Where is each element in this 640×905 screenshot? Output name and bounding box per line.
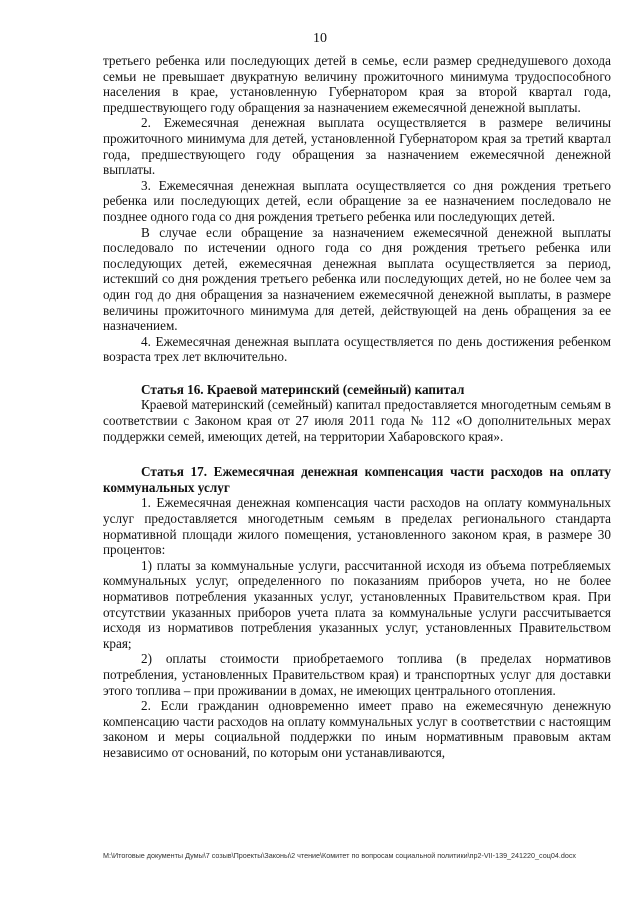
- spacer: [103, 444, 611, 464]
- paragraph: третьего ребенка или последующих детей в семье, если размер среднедушевого дохода семьи не превышает двукратную величину прожиточного минимума трудоспособного населения в крае, установленную Губернатором края за второй квартал года, предшествующего году обращения за назначением ежемесячной денежной выплаты.: [103, 53, 611, 115]
- paragraph: Краевой материнский (семейный) капитал предоставляется многодетным семьям в соответствии с Законом края от 27 июля 2011 года № 112 «О дополнительных мерах поддержки семей, имеющих детей, на территории Хабаровского края».: [103, 397, 611, 444]
- file-path-footer: M:\Итоговые документы Думы\7 созыв\Проекты\Законы\2 чтение\Комитет по вопросам социальной политики\пр2-VII-139_241220_соц04.docx: [103, 851, 577, 860]
- paragraph: В случае если обращение за назначением ежемесячной денежной выплаты последовало по истечении одного года со дня рождения третьего ребенка или последующих детей, ежемесячная денежная выплата осуществляется за период, истекший со дня рождения третьего ребенка или последующих детей, но не более чем за один год до дня обращения за назначением ежемесячной денежной выплаты, в размере величины прожиточного минимума для детей, действующей на день обращения за ее назначением.: [103, 224, 611, 334]
- paragraph: 4. Ежемесячная денежная выплата осуществляется по день достижения ребенком возраста трех лет включительно.: [103, 333, 611, 365]
- spacer: [103, 365, 611, 382]
- paragraph: 2. Если гражданин одновременно имеет право на ежемесячную денежную компенсацию части расходов на оплату коммунальных услуг в соответствии с настоящим законом и меры социальной поддержки по иным нормативным правовым актам независимо от оснований, по которым они устанавливаются,: [103, 698, 611, 760]
- paragraph: 2. Ежемесячная денежная выплата осуществляется в размере величины прожиточного минимума для детей, установленной Губернатором края за третий квартал года, предшествующего году обращения за назначением ежемесячной денежной выплаты.: [103, 115, 611, 178]
- article-16-title: Статья 16. Краевой материнский (семейный) капитал: [141, 381, 465, 397]
- document-body: [103, 53, 611, 761]
- page-number: 10: [313, 31, 327, 46]
- paragraph: 2) оплаты стоимости приобретаемого топлива (в пределах нормативов потребления, установленных Правительством края) и транспортных услуг для доставки этого топлива – при проживании в домах, не имеющих центрального отопления.: [103, 651, 611, 698]
- paragraph: 3. Ежемесячная денежная выплата осуществляется со дня рождения третьего ребенка или последующих детей, если обращение за ее назначением последовало не позднее одного года со дня рождения третьего ребенка или последующих детей.: [103, 177, 611, 224]
- paragraph: 1) платы за коммунальные услуги, рассчитанной исходя из объема потребляемых коммунальных услуг, определенного по показаниям приборов учета, но не более нормативов потребления указанных услуг, установленных Правительством края. При отсутствии указанных приборов учета плата за коммунальные услуги рассчитывается исходя из нормативов потребления указанных услуг, установленных Правительством края;: [103, 557, 611, 651]
- article-17-title: Статья 17. Ежемесячная денежная компенсация части расходов на оплату коммунальных услуг: [103, 464, 611, 495]
- paragraph: 1. Ежемесячная денежная компенсация части расходов на оплату коммунальных услуг предоставляется многодетным семьям в пределах регионального стандарта нормативной площади жилого помещения, установленного законом края, в размере 30 процентов:: [103, 495, 611, 558]
